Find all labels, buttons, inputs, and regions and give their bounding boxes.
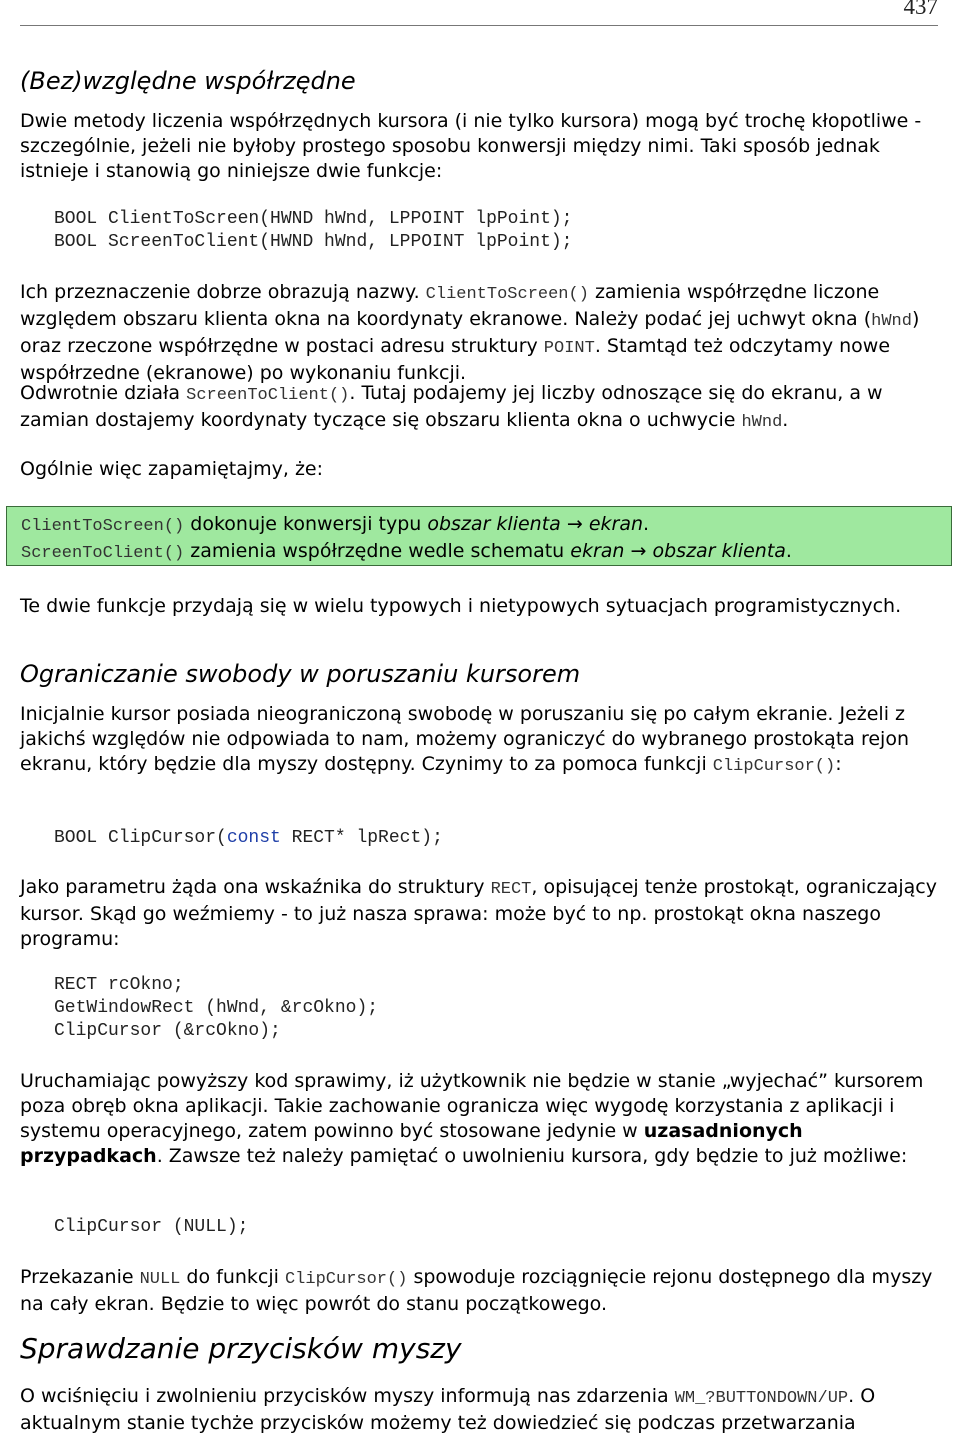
code-line-get-window-rect: GetWindowRect (hWnd, &rcOkno); bbox=[54, 998, 379, 1018]
text: ekran bbox=[570, 540, 625, 562]
code-text: BOOL ClipCursor( bbox=[54, 828, 227, 848]
inline-code: ClientToScreen() bbox=[21, 517, 185, 536]
paragraph-mouse-buttons bbox=[20, 1384, 938, 1436]
text: , opisującej tenże prostokąt, ograniczający kursor. Skąd go weźmiemy - to już nasza sprawa: może być to np. prostokąt okna naszego programu: bbox=[20, 876, 937, 950]
header-rule bbox=[20, 25, 938, 26]
summary-line-screen-to-client bbox=[21, 538, 792, 567]
code-line-clip-cursor-call: ClipCursor (&rcOkno); bbox=[54, 1021, 281, 1041]
paragraph-usage: Te dwie funkcje przydają się w wielu typowych i nietypowych sytuacjach programistycznych. bbox=[20, 595, 902, 617]
text: spowoduje rozciągnięcie rejonu dostępnego dla myszy na cały ekran. Będzie to więc powrót do stanu początkowego. bbox=[20, 1266, 933, 1315]
text: obszar klienta bbox=[652, 540, 786, 562]
summary-box bbox=[6, 506, 952, 566]
code-line-clip-cursor-decl bbox=[54, 826, 938, 850]
paragraph-client-to-screen bbox=[20, 280, 938, 386]
text: Jako parametru żąda ona wskaźnika do struktury bbox=[20, 876, 491, 898]
inline-code: ScreenToClient() bbox=[21, 544, 185, 563]
inline-code: POINT bbox=[543, 339, 595, 358]
inline-code: ClientToScreen() bbox=[425, 285, 589, 304]
text: do funkcji bbox=[180, 1266, 285, 1288]
text: dokonuje konwersji typu bbox=[184, 513, 428, 535]
text: obszar klienta bbox=[427, 513, 561, 535]
paragraph-rect-param bbox=[20, 875, 938, 952]
inline-code: ClipCursor() bbox=[284, 1270, 408, 1289]
code-keyword: const bbox=[226, 828, 281, 848]
inline-code: RECT bbox=[490, 880, 532, 899]
text: Inicjalnie kursor posiada nieograniczoną swobodę w poruszaniu się po całym ekranie. Jeżeli z jakichś względów nie odpowiada to nam, możemy ograniczyć do wybranego prostokąta rejon ekranu, który będzie dla myszy dostępny. Czynimy to za pomoca funkcji bbox=[20, 703, 909, 775]
section-heading-mouse-buttons: Sprawdzanie przycisków myszy bbox=[20, 1332, 462, 1365]
text: zamienia współrzędne liczone względem obszaru klienta okna na koordynaty ekranowe. Należy podać jej uchwyt okna ( bbox=[20, 281, 880, 330]
inline-code: hWnd bbox=[871, 312, 912, 331]
text: . bbox=[782, 409, 789, 431]
text: . Stamtąd też odczytamy nowe współrzedne (ekranowe) po wykonaniu funkcji. bbox=[20, 335, 891, 384]
text: . Zawsze też należy pamiętać o uwolnieniu kursora, gdy będzie to już możliwe: bbox=[156, 1145, 908, 1167]
text: Ich przeznaczenie dobrze obrazują nazwy. bbox=[20, 281, 426, 303]
section-heading-relative-coords: (Bez)względne współrzędne bbox=[20, 67, 356, 95]
paragraph-clip-effects bbox=[20, 1069, 938, 1169]
arrow-icon: → bbox=[630, 540, 647, 562]
paragraph-clip-intro bbox=[20, 702, 938, 779]
paragraph-intro: Dwie metody liczenia współrzędnych kursora (i nie tylko kursora) mogą być trochę kłopotliwe - szczególnie, jeżeli nie byłoby prostego sposobu konwersji między nimi. Taki sposób jednak istnieje i stanowią go niniejsze dwie funkcje: bbox=[20, 110, 922, 182]
inline-code: hWnd bbox=[741, 413, 783, 432]
paragraph-screen-to-client bbox=[20, 381, 938, 435]
arrow-icon: → bbox=[566, 513, 583, 535]
code-line-client-to-screen: BOOL ClientToScreen(HWND hWnd, LPPOINT lpPoint); bbox=[54, 209, 573, 229]
text: ekran bbox=[588, 513, 644, 535]
bold-text: uzasadnionych przypadkach bbox=[20, 1120, 803, 1167]
paragraph-null-effect bbox=[20, 1265, 938, 1317]
code-text: RECT* lpRect); bbox=[280, 828, 443, 848]
summary-line-client-to-screen bbox=[21, 511, 649, 540]
inline-code: WM_?BUTTONDOWN/UP bbox=[674, 1389, 849, 1408]
text: . Tutaj podajemy jej liczby odnoszące się do ekranu, a w zamian dostajemy koordynaty tyczące się obszaru klienta okna o uchwycie bbox=[20, 382, 883, 431]
text: Uruchamiając powyższy kod sprawimy, iż użytkownik nie będzie w stanie „wyjechać” kursorem poza obręb okna aplikacji. Takie zachowanie ogranicza więc wygodę korzystania z aplikacji i systemu operacyjnego, zatem powinno być stosowane jedynie w bbox=[20, 1070, 924, 1142]
inline-code: ClipCursor() bbox=[712, 757, 836, 776]
page-number: 437 bbox=[903, 0, 938, 19]
inline-code: ScreenToClient() bbox=[186, 386, 350, 405]
text: Przekazanie bbox=[20, 1266, 140, 1288]
text: . bbox=[643, 513, 650, 535]
text: ) oraz rzeczone współrzędne w postaci adresu struktury bbox=[20, 308, 920, 357]
code-line-rect-decl: RECT rcOkno; bbox=[54, 975, 184, 995]
section-heading-clip-cursor: Ograniczanie swobody w poruszaniu kursorem bbox=[20, 660, 581, 688]
text: Odwrotnie działa bbox=[20, 382, 187, 404]
text: zamienia współrzędne wedle schematu bbox=[184, 540, 571, 562]
text: . bbox=[785, 540, 792, 562]
text: . O aktualnym stanie tychże przycisków możemy też dowiedzieć się podczas przetwarzania bbox=[20, 1385, 876, 1434]
code-line-clip-cursor-null: ClipCursor (NULL); bbox=[54, 1217, 249, 1237]
inline-code: NULL bbox=[139, 1270, 181, 1289]
code-line-screen-to-client: BOOL ScreenToClient(HWND hWnd, LPPOINT lpPoint); bbox=[54, 232, 573, 252]
paragraph-summary-intro: Ogólnie więc zapamiętajmy, że: bbox=[20, 458, 324, 480]
text: O wciśnięciu i zwolnieniu przycisków myszy informują nas zdarzenia bbox=[20, 1385, 675, 1407]
text: : bbox=[835, 753, 842, 775]
